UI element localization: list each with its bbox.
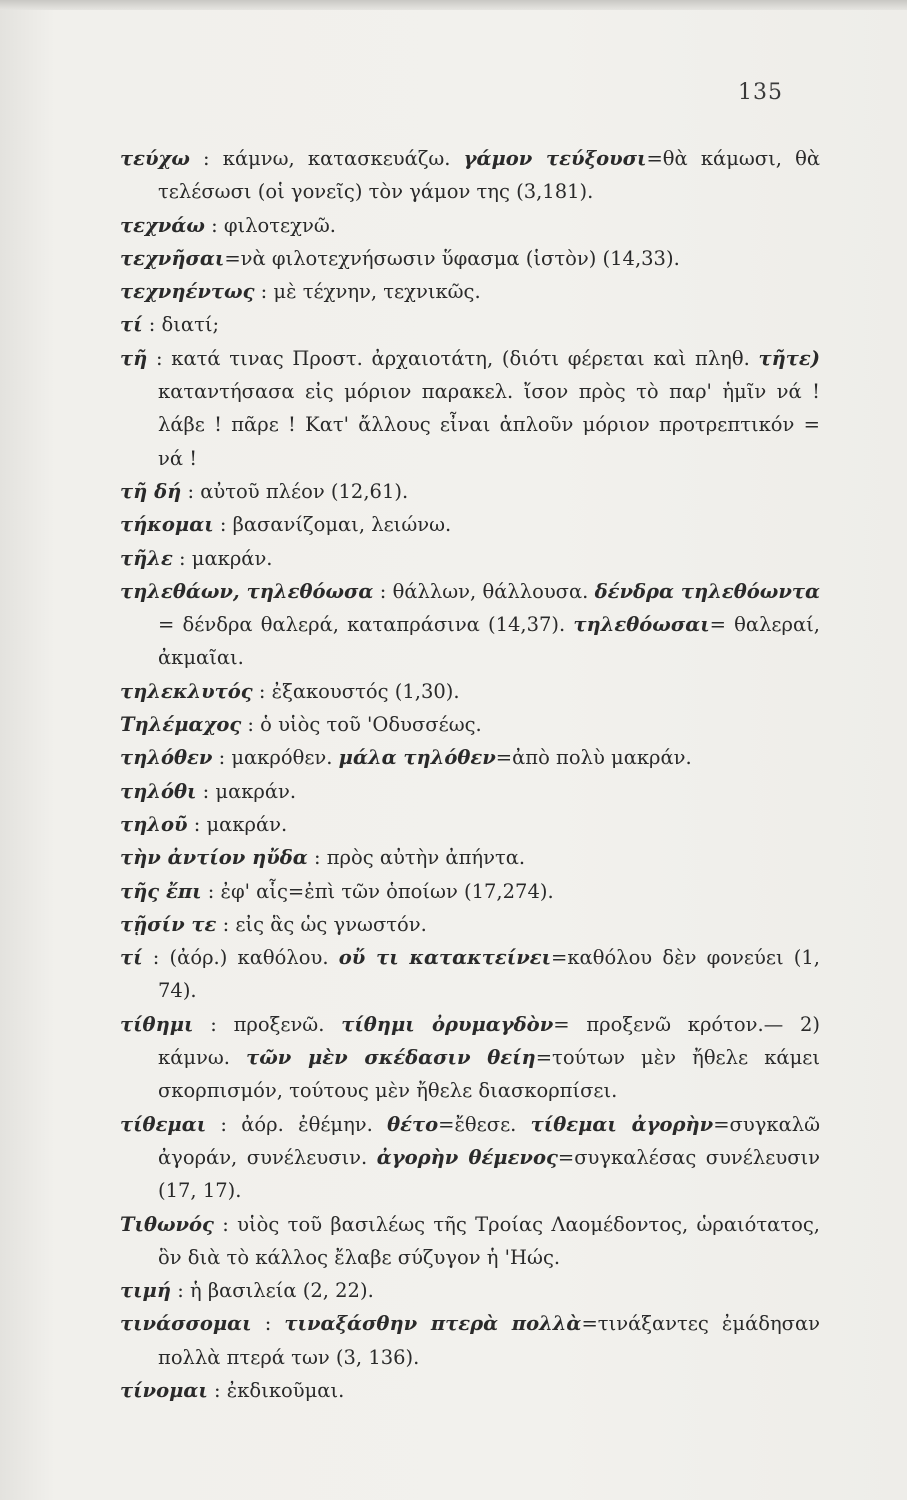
- entry-definition-tail: =ἔθεσε.: [438, 1112, 531, 1136]
- dictionary-entry: τί : διατί;: [120, 313, 220, 337]
- entry-definition-tail: = προξενῶ κρότον.— 2) κάμνω.: [158, 1012, 821, 1070]
- entry-definition-tail: καταντήσασα εἰς μόριον παρακελ. ἴσον πρὸς τὸ παρ' ἡμῖν νά ! λάβε ! πᾶρε ! Κατ' ἄλλους εἶναι ἁπλοῦν μόριον προτρεπτικόν = νά !: [158, 380, 820, 470]
- entry-definition: διατί;: [161, 313, 220, 337]
- dictionary-entry: τίθημι : προξενῶ. τίθημι ὀρυμαγδὸν= προξενῶ κρότον.— 2) κάμνω. τῶν μὲν σκέδασιν θείη=τούτων μὲν ἤθελε κάμει σκορπισμόν, τούτους μὲν ἤθελε διασκορπίσει.: [120, 1012, 821, 1103]
- entry-headword: τηλόθι: [120, 779, 197, 803]
- dictionary-entry: τεύχω : κάμνω, κατασκευάζω. γάμον τεύξουσι=θὰ κάμωσι, θὰ τελέσωσι (οἱ γονεῖς) τὸν γάμον της (3,181).: [120, 147, 820, 204]
- entry-phrase: θέτο: [387, 1112, 439, 1136]
- dictionary-entry: τεχνηέντως : μὲ τέχνην, τεχνικῶς.: [120, 280, 481, 304]
- dictionary-entry: τηλεκλυτός : ἐξακουστός (1,30).: [120, 679, 460, 703]
- entry-headword: τινάσσομαι: [120, 1312, 252, 1336]
- entry-phrase: τῶν μὲν σκέδασιν θείη: [246, 1046, 536, 1070]
- entry-phrase: τηλεθόωσαι: [573, 613, 710, 637]
- dictionary-entry: τίθεμαι : ἀόρ. ἐθέμην. θέτο=ἔθεσε. τίθεμαι ἀγορὴν=συγκαλῶ ἀγοράν, συνέλευσιν. ἀγορὴν θέμενος=συγκαλέσας συνέλευσιν (17, 17).: [120, 1112, 821, 1203]
- entry-definition: ὁ υἱὸς τοῦ 'Οδυσσέως.: [260, 713, 482, 737]
- entry-headword: τὴν ἀντίον ηὔδα: [120, 846, 308, 870]
- entry-phrase: ἀγορὴν θέμενος: [376, 1145, 558, 1169]
- entry-headword: Τηλέμαχος: [120, 713, 242, 737]
- entry-headword: τεχνάω: [120, 213, 205, 237]
- entry-definition: φιλοτεχνῶ.: [223, 213, 336, 237]
- entry-definition: ἀόρ. ἐθέμην.: [241, 1112, 388, 1136]
- entry-headword: τεχνῆσαι: [120, 246, 225, 270]
- entry-phrase: τίθημι ὀρυμαγδὸν: [341, 1012, 554, 1036]
- entry-definition-tail: =θὰ κάμωσι, θὰ τελέσωσι (οἱ γονεῖς) τὸν γάμον της (3,181).: [158, 147, 820, 204]
- entry-definition: εἰς ἃς ὡς γνωστόν.: [235, 912, 427, 936]
- entry-definition: ἐφ' αἷς=ἐπὶ τῶν ὁποίων (17,274).: [220, 879, 554, 903]
- entry-headword: τῇσίν τε: [120, 912, 217, 936]
- dictionary-entry: τινάσσομαι : τιναξάσθην πτερὰ πολλὰ=τινάξαντες ἐμάδησαν πολλὰ πτερά των (3, 136).: [120, 1312, 820, 1369]
- dictionary-entry: Τιθωνός : υἱὸς τοῦ βασιλέως τῆς Τροίας Λαομέδοντος, ὡραιότατος, ὃν διὰ τὸ κάλλος ἔλαβε σύζυγον ἡ 'Ηώς.: [120, 1212, 820, 1269]
- entry-definition: υἱὸς τοῦ βασιλέως τῆς Τροίας Λαομέδοντος, ὡραιότατος, ὃν διὰ τὸ κάλλος ἔλαβε σύζυγον ἡ 'Ηώς.: [158, 1212, 820, 1269]
- entry-headword: τῆλε: [120, 546, 173, 570]
- entry-definition: ἐκδικοῦμαι.: [226, 1378, 345, 1402]
- entry-definition: πρὸς αὐτὴν ἀπήντα.: [326, 846, 526, 870]
- entry-phrase: τῆτε): [758, 346, 820, 370]
- dictionary-entry: τῇσίν τε : εἰς ἃς ὡς γνωστόν.: [120, 912, 427, 936]
- entry-definition-tail: =τούτων μὲν ἤθελε κάμει σκορπισμόν, τούτους μὲν ἤθελε διασκορπίσει.: [158, 1046, 820, 1103]
- entry-definition-tail: = θαλεραί, ἀκμαῖαι.: [158, 613, 821, 670]
- entry-headword: τί: [120, 946, 143, 970]
- dictionary-entries: [120, 142, 820, 1407]
- entry-definition: μακράν.: [191, 546, 273, 570]
- dictionary-entry: τηλόθι : μακράν.: [120, 779, 297, 803]
- dictionary-entry: τί : (ἀόρ.) καθόλου. οὔ τι κατακτείνει=καθόλου δὲν φονεύει (1, 74).: [120, 946, 821, 1003]
- dictionary-entry: τεχνάω : φιλοτεχνῶ.: [120, 213, 336, 237]
- entry-definition: μακράν.: [215, 779, 297, 803]
- entry-definition: βασανίζομαι, λειώνω.: [232, 513, 452, 537]
- entry-headword: τῆ δή: [120, 479, 182, 503]
- entry-definition-tail: =συγκαλῶ ἀγοράν, συνέλευσιν.: [158, 1112, 820, 1169]
- entry-phrase: τιναξάσθην πτερὰ πολλὰ: [284, 1312, 582, 1336]
- entry-headword: τῆς ἔπι: [120, 879, 202, 903]
- entry-headword: τεχνηέντως: [120, 280, 255, 304]
- entry-headword: τιμή: [120, 1279, 172, 1303]
- entry-headword: τηλόθεν: [120, 746, 213, 770]
- page-top-edge-shadow: [0, 0, 907, 10]
- entry-headword: τίθεμαι: [120, 1112, 207, 1136]
- entry-definition: ἐξακουστός (1,30).: [271, 679, 460, 703]
- dictionary-entry: τῆ : κατά τινας Προστ. ἀρχαιοτάτη, (διότι φέρεται καὶ πληθ. τῆτε) καταντήσασα εἰς μόριον παρακελ. ἴσον πρὸς τὸ παρ' ἡμῖν νά ! λάβε ! πᾶρε ! Κατ' ἄλλους εἶναι ἁπλοῦν μόριον προτρεπτικόν = νά !: [120, 346, 820, 470]
- dictionary-entry: Τηλέμαχος : ὁ υἱὸς τοῦ 'Οδυσσέως.: [120, 713, 482, 737]
- entry-definition: μακράν.: [206, 812, 288, 836]
- entry-headword: τήκομαι: [120, 513, 214, 537]
- entry-definition: ἡ βασιλεία (2, 22).: [189, 1279, 374, 1303]
- entry-definition: κάμνω, κατασκευάζω.: [222, 147, 464, 170]
- entry-phrase: οὔ τι κατακτείνει: [338, 946, 552, 970]
- entry-definition: =νὰ φιλοτεχνήσωσιν ὕφασμα (ἱστὸν) (14,33).: [224, 246, 680, 270]
- entry-definition: μακρόθεν.: [231, 746, 339, 770]
- entry-headword: τεύχω: [120, 147, 190, 170]
- entry-headword: Τιθωνός: [120, 1212, 214, 1236]
- entry-definition-tail: =ἀπὸ πολὺ μακράν.: [495, 746, 692, 770]
- entry-phrase: μάλα τηλόθεν: [338, 746, 496, 770]
- entry-definition: κατά τινας Προστ. ἀρχαιοτάτη, (διότι φέρεται καὶ πληθ.: [171, 346, 759, 370]
- entry-definition: μὲ τέχνην, τεχνικῶς.: [273, 280, 481, 304]
- dictionary-entry: τὴν ἀντίον ηὔδα : πρὸς αὐτὴν ἀπήντα.: [120, 846, 526, 870]
- dictionary-entry: τηλόθεν : μακρόθεν. μάλα τηλόθεν=ἀπὸ πολὺ μακράν.: [120, 746, 692, 770]
- entry-headword: τηλεθάων, τηλεθόωσα: [120, 579, 374, 603]
- entry-definition-tail: = δένδρα θαλερά, καταπράσινα (14,37).: [158, 613, 574, 637]
- dictionary-entry: τῆ δή : αὐτοῦ πλέον (12,61).: [120, 479, 409, 503]
- entry-phrase: τίθεμαι ἀγορὴν: [530, 1112, 714, 1136]
- entry-phrase: δένδρα τηλεθόωντα: [594, 579, 820, 603]
- entry-phrase: γάμον τεύξουσι: [463, 147, 647, 170]
- entry-headword: τί: [120, 313, 143, 337]
- entry-headword: τῆ: [120, 346, 148, 370]
- entry-definition: θάλλων, θάλλουσα.: [392, 579, 595, 603]
- entry-headword: τίνομαι: [120, 1378, 208, 1402]
- entry-definition-tail: =συγκαλέσας συνέλευσιν (17, 17).: [158, 1145, 821, 1203]
- dictionary-entry: [120, 242, 820, 275]
- dictionary-entry: τηλοῦ : μακράν.: [120, 812, 288, 836]
- entry-definition: αὐτοῦ πλέον (12,61).: [200, 479, 409, 503]
- dictionary-entry: τηλεθάων, τηλεθόωσα : θάλλων, θάλλουσα. δένδρα τηλεθόωντα = δένδρα θαλερά, καταπράσινα (14,37). τηλεθόωσαι= θαλεραί, ἀκμαῖαι.: [120, 579, 821, 670]
- entry-headword: τηλεκλυτός: [120, 679, 253, 703]
- dictionary-entry: τίνομαι : ἐκδικοῦμαι.: [120, 1378, 345, 1402]
- dictionary-entry: τῆς ἔπι : ἐφ' αἷς=ἐπὶ τῶν ὁποίων (17,274).: [120, 879, 554, 903]
- entry-definition-tail: =τινάξαντες ἐμάδησαν πολλὰ πτερά των (3, 136).: [158, 1312, 820, 1369]
- page-number: 135: [738, 80, 783, 105]
- dictionary-entry: τῆλε : μακράν.: [120, 546, 273, 570]
- entry-headword: τηλοῦ: [120, 812, 188, 836]
- entry-definition: προξενῶ.: [233, 1012, 342, 1036]
- entry-definition-tail: =καθόλου δὲν φονεύει (1, 74).: [158, 946, 821, 1003]
- dictionary-entry: τήκομαι : βασανίζομαι, λειώνω.: [120, 513, 452, 537]
- entry-definition: (ἀόρ.) καθόλου.: [169, 946, 339, 970]
- dictionary-entry: τιμή : ἡ βασιλεία (2, 22).: [120, 1279, 374, 1303]
- entry-headword: τίθημι: [120, 1012, 194, 1036]
